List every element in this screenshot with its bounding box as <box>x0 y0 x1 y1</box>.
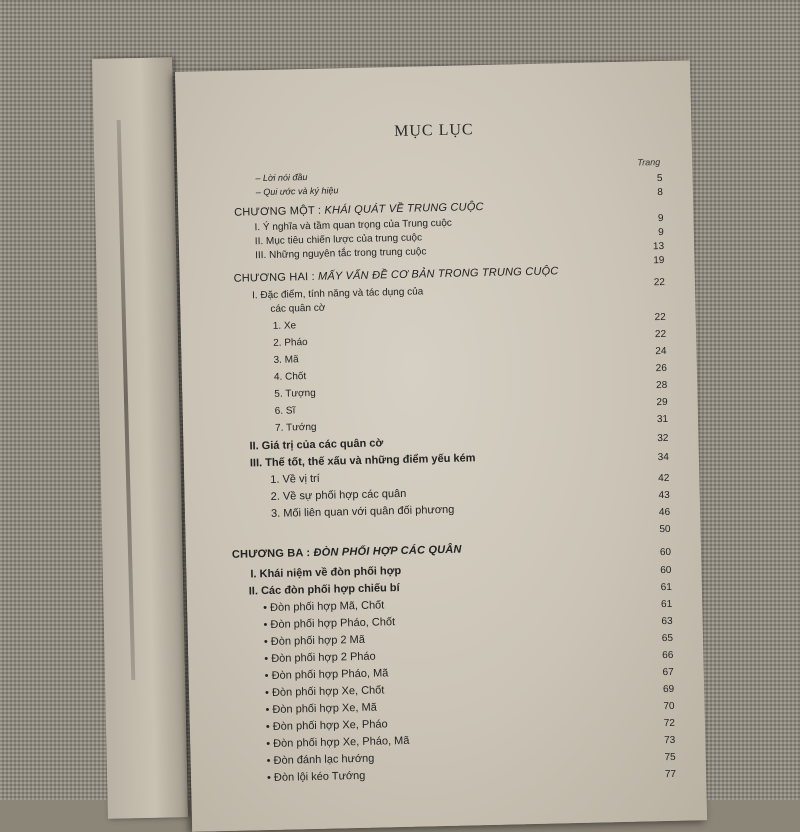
toc-entry: I. Ý nghĩa và tầm quan trọng của Trung cuộc 9 <box>254 217 664 239</box>
toc-entry: • Đòn phối hợp Xe, Mã 70 <box>265 700 675 717</box>
toc-entry: • Đòn phối hợp Xe, Chốt 69 <box>264 683 675 700</box>
toc-entry: • Đòn phối hợp Pháo, Mã 67 <box>264 666 674 683</box>
toc-entry: – Qui ước và ký hiệu 8 <box>255 185 663 199</box>
toc-entry: • Đòn phối hợp Pháo, Chốt 63 <box>263 615 673 632</box>
page-title: MỤC LỤC <box>393 121 474 141</box>
toc-entry: 3. Mã 24 <box>273 345 667 366</box>
toc-entry: II. Mục tiêu chiến lược của trung cuộc 13 <box>254 232 665 253</box>
toc-entry: II. Giá trị của các quân cờ 32 <box>249 432 669 453</box>
toc-entry: 3. Mối liên quan với quân đối phương 46 <box>270 503 671 520</box>
toc-entry: – Lời nói đầu 5 <box>255 172 663 185</box>
toc-entry: I. Khái niệm về đòn phối hợp 60 <box>250 564 672 581</box>
toc-entry: • Đòn phối hợp 2 Pháo 66 <box>264 649 674 666</box>
toc-entry: • Đòn đánh lạc hướng 75 <box>266 751 676 768</box>
left-page-edge <box>92 57 188 819</box>
toc-entry: I. Đặc điểm, tính năng và tác dụng của <box>251 286 424 302</box>
toc-entry: • Đòn phối hợp Xe, Pháo, Mã 73 <box>266 734 676 751</box>
toc-entry: II. Các đòn phối hợp chiếu bí 61 <box>248 581 672 598</box>
toc-chapter: CHƯƠNG MỘT : KHÁI QUÁT VỀ TRUNG CUỘC 9 <box>234 201 664 225</box>
toc-entry: 2. Về sự phối hợp các quân 43 <box>270 487 670 503</box>
toc-entry: các quân cờ <box>270 302 326 315</box>
toc-entry: 1. Về vị trí 42 <box>270 472 670 486</box>
toc-entry: 6. Sĩ 29 <box>274 396 668 417</box>
book-page <box>175 60 707 831</box>
toc-entry: 1. Xe 22 <box>272 311 666 332</box>
toc-entry: III. Thế tốt, thế xấu và những điểm yếu kém 34 <box>249 451 669 470</box>
toc-entry: • Đòn phối hợp 2 Mã 65 <box>263 632 674 649</box>
page-column-header: Trang <box>637 157 661 168</box>
toc-chapter: CHƯƠNG HAI : MẤY VẤN ĐỀ CƠ BẢN TRONG TRUNG CUỘC 22 <box>233 265 666 289</box>
toc-entry: • Đòn lội kéo Tướng 77 <box>266 768 677 785</box>
toc-entry: 2. Pháo 22 <box>273 328 667 349</box>
toc-entry: 7. Tướng 31 <box>274 413 669 434</box>
toc-entry: 5. Tượng 28 <box>274 379 668 400</box>
toc-chapter: CHƯƠNG BA : ĐÒN PHỐI HỢP CÁC QUÂN 60 <box>231 543 672 561</box>
toc-entry: • Đòn phối hợp Xe, Pháo 72 <box>265 717 676 734</box>
toc-entry: 4. Chốt 26 <box>273 362 667 383</box>
toc-entry: III. Những nguyên tắc trong trung cuộc 19 <box>255 246 665 267</box>
toc-entry: • Đòn phối hợp Mã, Chốt 61 <box>263 598 673 615</box>
toc-entry: 50 <box>659 523 671 536</box>
